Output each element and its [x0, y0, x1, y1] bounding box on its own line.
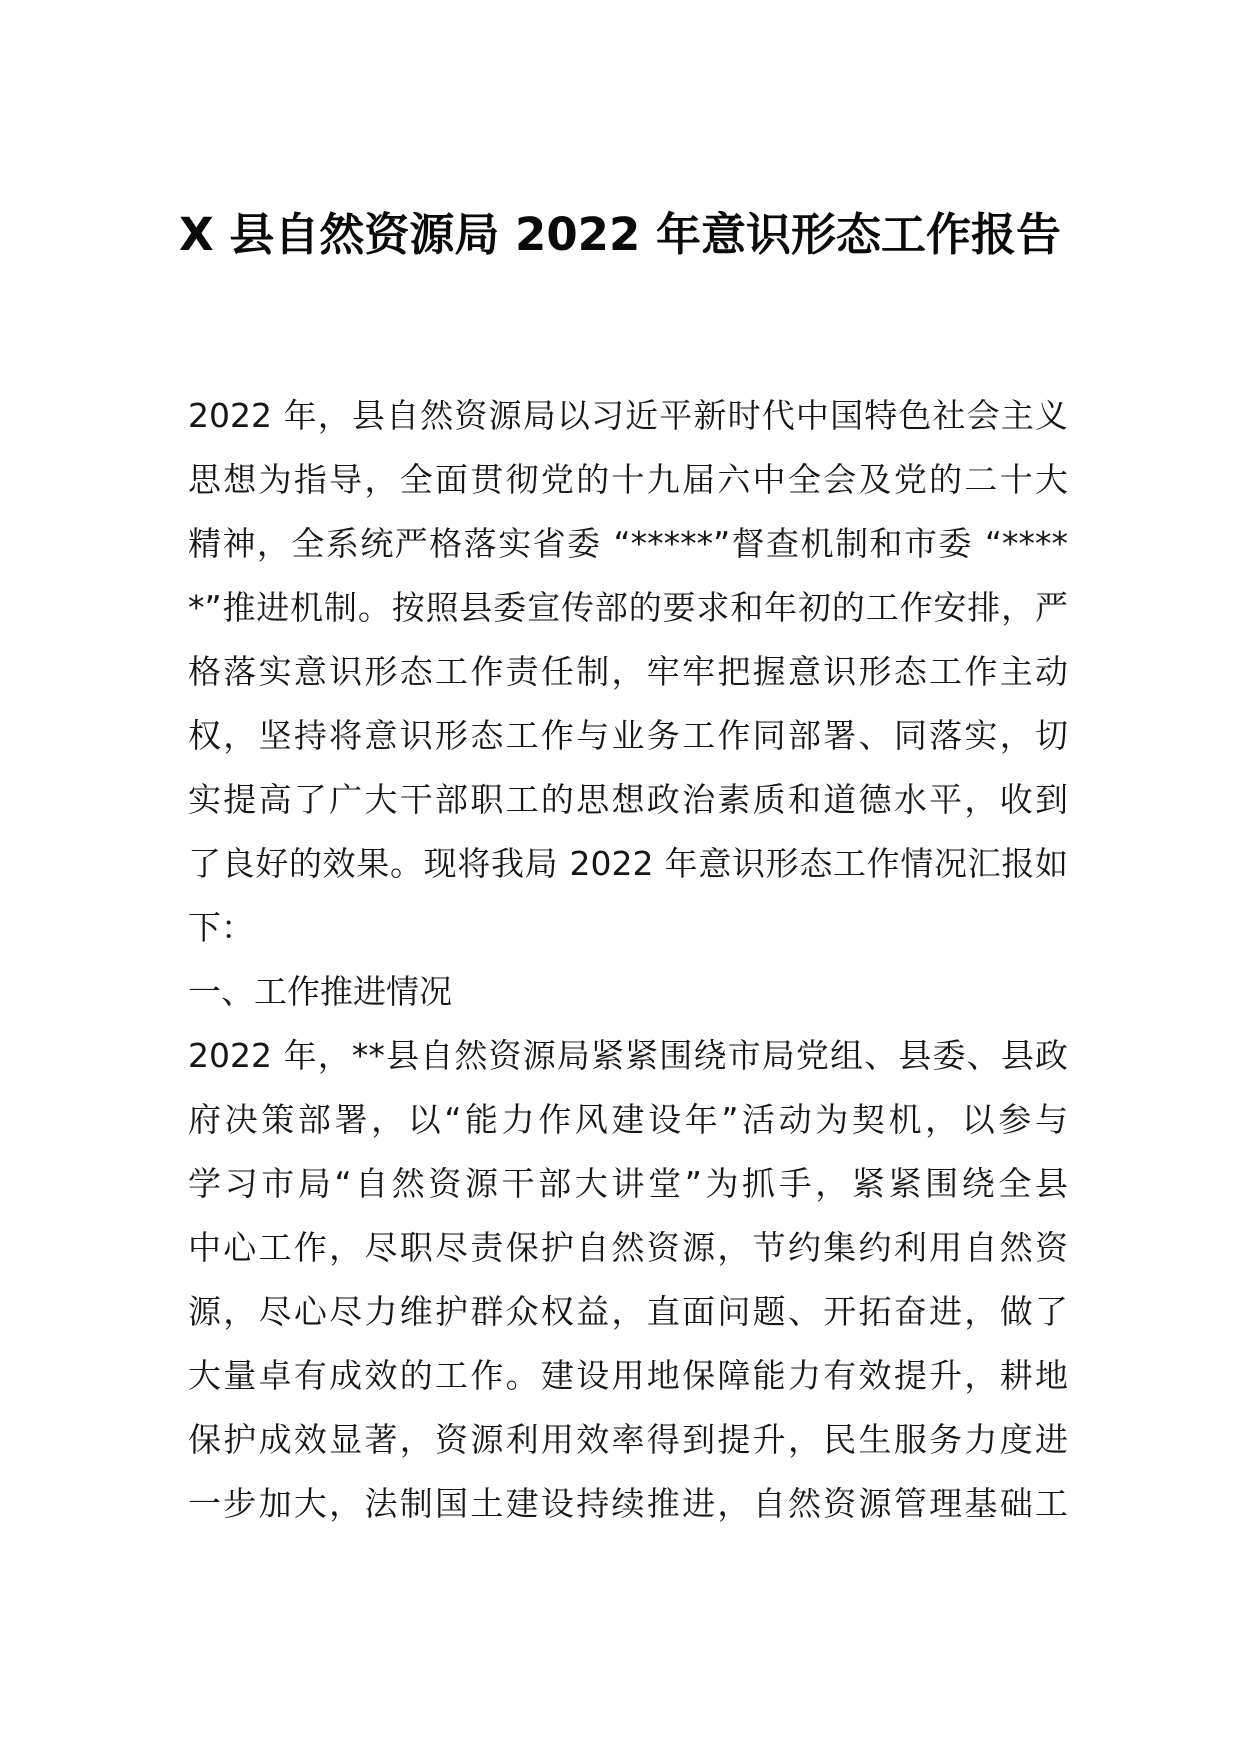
paragraph-line: 思想为指导，全面贯彻党的十九届六中全会及党的二十大 [188, 460, 1068, 499]
paragraph-line: 精神，全系统严格落实省委 “*****”督查机制和市委 “**** [188, 524, 1068, 563]
paragraph-line: 源，尽心尽力维护群众权益，直面问题、开拓奋进，做了 [188, 1292, 1068, 1331]
paragraph-line: 府决策部署，以“能力作风建设年”活动为契机，以参与 [188, 1100, 1068, 1139]
paragraph-line: 权，坚持将意识形态工作与业务工作同部署、同落实，切 [188, 716, 1068, 755]
document-title: X 县自然资源局 2022 年意识形态工作报告 [179, 208, 1061, 261]
paragraph-line: 一步加大，法制国土建设持续推进，自然资源管理基础工 [188, 1484, 1068, 1523]
paragraph-line: 大量卓有成效的工作。建设用地保障能力有效提升，耕地 [188, 1356, 1068, 1395]
paragraph-line: 中心工作，尽职尽责保护自然资源，节约集约利用自然资 [188, 1228, 1068, 1267]
paragraph-line: 了良好的效果。现将我局 2022 年意识形态工作情况汇报如 [188, 844, 1068, 883]
paragraph-line: 实提高了广大干部职工的思想政治素质和道德水平，收到 [188, 780, 1068, 819]
paragraph-line: 格落实意识形态工作责任制，牢牢把握意识形态工作主动 [188, 652, 1068, 691]
section-heading: 一、工作推进情况 [188, 972, 452, 1011]
paragraph-line: 保护成效显著，资源利用效率得到提升，民生服务力度进 [188, 1420, 1068, 1459]
paragraph-line: 下： [188, 908, 254, 947]
paragraph-line: 2022 年，**县自然资源局紧紧围绕市局党组、县委、县政 [188, 1036, 1068, 1075]
paragraph-line: 2022 年，县自然资源局以习近平新时代中国特色社会主义 [188, 396, 1068, 435]
paragraph-line: 学习市局“自然资源干部大讲堂”为抓手，紧紧围绕全县 [188, 1164, 1068, 1203]
paragraph-line: *”推进机制。按照县委宣传部的要求和年初的工作安排，严 [188, 588, 1068, 627]
